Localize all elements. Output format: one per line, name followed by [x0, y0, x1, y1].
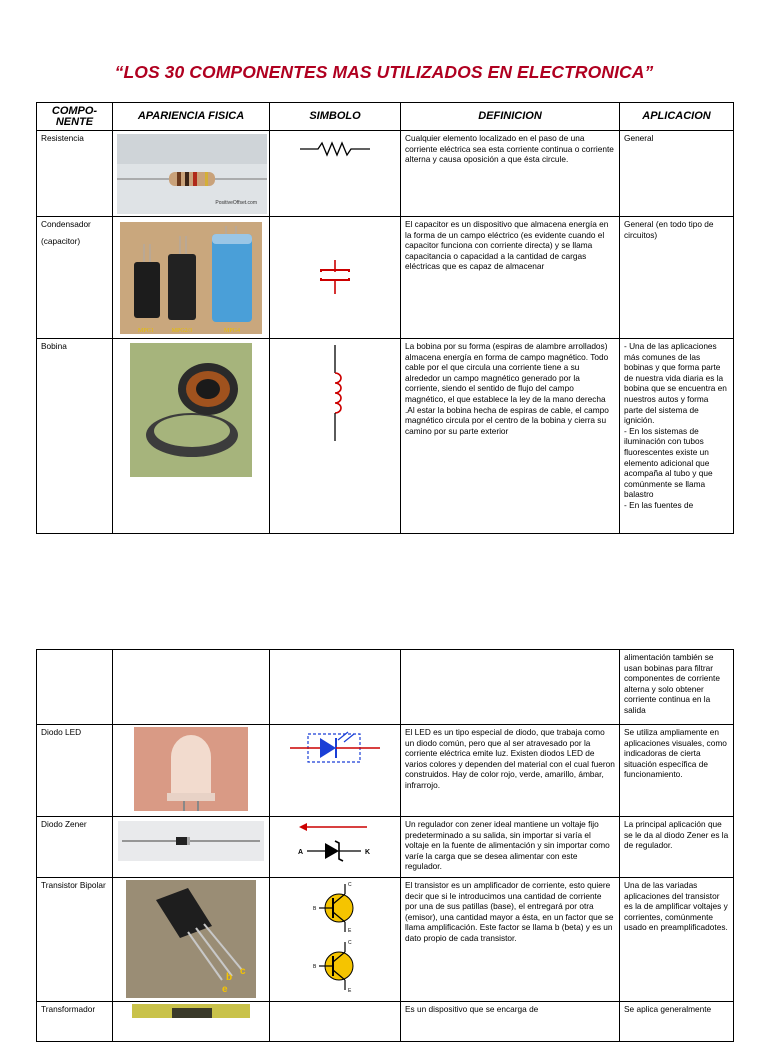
component-name: Condensador (capacitor): [37, 217, 113, 339]
symbol-label-b: B: [313, 906, 317, 912]
photo-cell: [113, 817, 270, 878]
application-cell: La principal aplicación que se le da al diodo Zener es la de regulador.: [620, 817, 734, 878]
definition-cell: Un regulador con zener ideal mantiene un voltaje fijo predeterminado a su salida, sin importar si varía el voltaje en la fuente de alimentación y sin importar como varíe la carga que se desea alimentar con este regulador.: [401, 817, 620, 878]
capacitor-label-2: MPG2/3: [171, 327, 193, 334]
component-name: [37, 650, 113, 725]
symbol-cell: [270, 725, 401, 817]
definition-cell: El transistor es un amplificador de corriente, esto quiere decir que si le introducimos una cantidad de corriente por una de sus patillas (base), el entregará por otra (emisor), una cantidad mayor a ésta, en un factor que se llama amplificación. Este factor se llama b (beta) y es un dato propio de cada transistor.: [401, 878, 620, 1002]
component-name: Resistencia: [37, 131, 113, 217]
symbol-cell: [270, 131, 401, 217]
table-row-resistencia: [37, 131, 734, 217]
photo-caption: PositiveOffset.com: [215, 199, 257, 206]
application-cell: General (en todo tipo de circuitos): [620, 217, 734, 339]
transistor-symbol-icon: [305, 880, 365, 996]
inductor-symbol-icon: [315, 345, 355, 441]
transistor-pin-e: e: [222, 984, 228, 995]
capacitor-label-1: MPG1: [137, 327, 155, 334]
component-name: Diodo LED: [37, 725, 113, 817]
table-row-transformador: [37, 1002, 734, 1042]
resistor-photo: [117, 134, 267, 214]
photo-cell: [113, 339, 270, 534]
symbol-cell: [270, 878, 401, 1002]
resistor-symbol-icon: [300, 139, 370, 159]
photo-cell: [113, 217, 270, 339]
header-aplicacion: APLICACION: [620, 103, 734, 131]
symbol-cell: [270, 650, 401, 725]
symbol2-label-c: C: [348, 940, 352, 946]
photo-cell: [113, 131, 270, 217]
symbol-label-e: E: [348, 928, 352, 934]
definition-cell: La bobina por su forma (espiras de alambre arrollados) almacena energía en forma de campo magnético. Todo cable por el que circula una corriente tiene a su alrededor un campo magnético generado por la corriente, siendo el sentido de flujo del campo magnético, el que establece la ley de la mano derecha .Al estar la bobina hecha de espiras de cable, el campo magnético circula por el centro de la bobina y cierra su camino por su parte exterior: [401, 339, 620, 534]
header-definicion: DEFINICION: [401, 103, 620, 131]
transformer-photo: [132, 1004, 250, 1018]
components-table-page-2: [36, 649, 734, 1042]
zener-symbol-icon: [295, 821, 375, 869]
definition-cell: Cualquier elemento localizado en el paso de una corriente eléctrica sea esta corriente continua o corriente alterna y causa oposición a que ésta circule.: [401, 131, 620, 217]
capacitor-photo: [120, 222, 262, 334]
component-name: Bobina: [37, 339, 113, 534]
zener-photo: [118, 821, 264, 861]
photo-cell: [113, 878, 270, 1002]
symbol-cell: [270, 339, 401, 534]
table-header-row: [37, 103, 734, 131]
header-simbolo: SIMBOLO: [270, 103, 401, 131]
led-photo: [134, 727, 248, 811]
capacitor-label-3: MPG4: [223, 327, 241, 334]
symbol-cell: [270, 1002, 401, 1042]
table-row-diodo-led: [37, 725, 734, 817]
transistor-photo: [126, 880, 256, 998]
table-row-diodo-zener: [37, 817, 734, 878]
transistor-pin-c: c: [240, 966, 246, 977]
symbol-cell: [270, 217, 401, 339]
symbol2-label-e: E: [348, 988, 352, 994]
definition-cell: Es un dispositivo que se encarga de: [401, 1002, 620, 1042]
capacitor-symbol-icon: [315, 258, 355, 298]
definition-cell: [401, 650, 620, 725]
photo-cell: [113, 725, 270, 817]
application-cell: Se utiliza ampliamente en aplicaciones visuales, como indicadoras de cierta situación específica de funcionamiento.: [620, 725, 734, 817]
table-row-bobina: [37, 339, 734, 534]
table-row-transistor: [37, 878, 734, 1002]
components-table-page-1: [36, 102, 734, 534]
symbol2-label-b: B: [313, 964, 317, 970]
photo-cell: [113, 650, 270, 725]
definition-cell: El LED es un tipo especial de diodo, que trabaja como un diodo común, pero que al ser atravesado por la corriente eléctrica emite luz. Existen diodos LED de varios colores y dependen del material con el cual fueron construidos. Hay de color rojo, verde, amarillo, ámbar, infrarrojo.: [401, 725, 620, 817]
coil-photo: [130, 343, 252, 477]
component-name: Diodo Zener: [37, 817, 113, 878]
header-componente: COMPO- NENTE: [37, 103, 113, 131]
symbol-label-c: C: [348, 882, 352, 888]
document-title: “LOS 30 COMPONENTES MAS UTILIZADOS EN ELECTRONICA”: [114, 62, 654, 82]
application-cell: alimentación también se usan bobinas para filtrar componentes de corriente alterna y solo obtener corriente continua en la salida: [620, 650, 734, 725]
led-symbol-icon: [290, 730, 380, 766]
table-row-condensador: [37, 217, 734, 339]
definition-cell: El capacitor es un dispositivo que almacena energía en la forma de un campo eléctrico (es evidente cuando el capacitor funciona con corriente directa) y se llama capacitancia o capacidad a la cantidad de cargas eléctricas que es capaz de almacenar: [401, 217, 620, 339]
component-name: Transformador: [37, 1002, 113, 1042]
photo-cell: [113, 1002, 270, 1042]
component-name: Transistor Bipolar: [37, 878, 113, 1002]
symbol-cell: [270, 817, 401, 878]
application-cell: - Una de las aplicaciones más comunes de las bobinas y que forma parte de nuestra vida diaria es la bobina que se encuentra en nuestros autos y forma parte del sistema de ignición. - En los sistemas de iluminación con tubos fluorescentes existe un elemento adicional que acompaña al tubo y que comúnmente se llama balastro - En las fuentes de: [620, 339, 734, 534]
zener-cathode-label: K: [365, 849, 371, 856]
table-row-continuation: [37, 650, 734, 725]
application-cell: Se aplica generalmente: [620, 1002, 734, 1042]
zener-anode-label: A: [298, 849, 304, 856]
application-cell: Una de las variadas aplicaciones del transistor es la de amplificar voltajes y corrientes, comúnmente usado en preamplificadotes.: [620, 878, 734, 1002]
transistor-pin-b: b: [226, 972, 233, 983]
header-apariencia: APARIENCIA FISICA: [113, 103, 270, 131]
application-cell: General: [620, 131, 734, 217]
